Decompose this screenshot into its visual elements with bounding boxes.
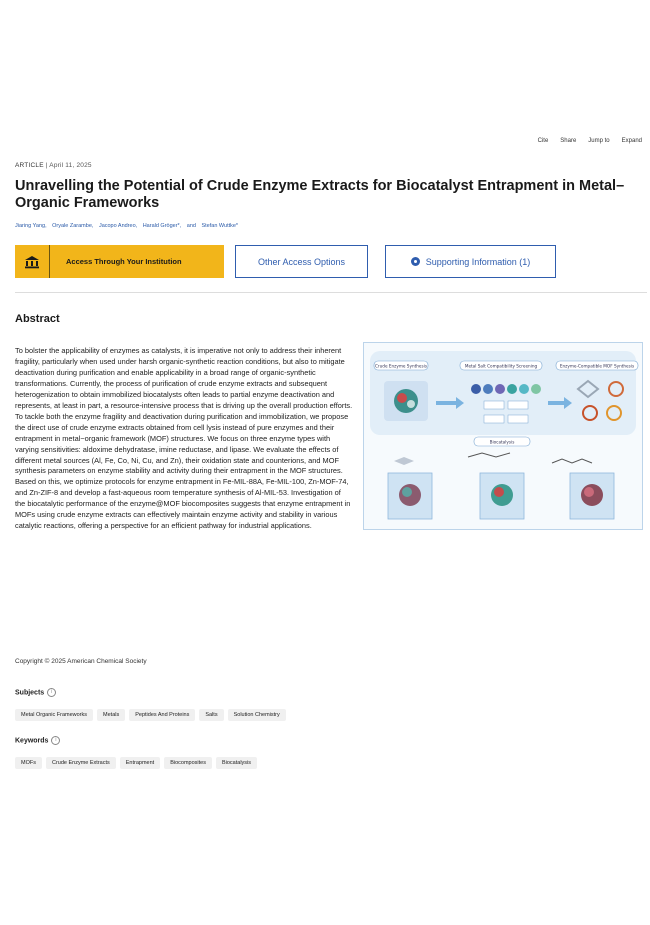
- toc-graphic[interactable]: [363, 342, 643, 530]
- toc-label-biocatalysis: Biocatalysis: [489, 439, 515, 445]
- cite-link[interactable]: Cite: [537, 138, 549, 144]
- subject-chip[interactable]: Salts: [199, 709, 223, 721]
- article-meta: [15, 162, 92, 169]
- institution-icon: [15, 245, 50, 278]
- article-type: ARTICLE: [15, 162, 44, 169]
- author-link[interactable]: Harald Gröger*,: [142, 223, 182, 229]
- expand-link[interactable]: Expand: [621, 138, 642, 144]
- subject-chip[interactable]: Solution Chemistry: [228, 709, 286, 721]
- toc-label-crude: Crude Enzyme Synthesis: [374, 363, 428, 369]
- keywords-heading-text: Keywords: [15, 737, 49, 745]
- meta-separator: |: [45, 162, 48, 169]
- article-toolbar: [538, 138, 642, 144]
- subjects-list: [15, 709, 286, 721]
- author-link[interactable]: Stefan Wuttke*: [201, 223, 239, 229]
- author-link[interactable]: Jacopo Andreo,: [98, 223, 138, 229]
- supporting-info-button[interactable]: [385, 245, 556, 278]
- other-access-button[interactable]: [235, 245, 368, 278]
- keyword-chip[interactable]: Entrapment: [120, 757, 160, 769]
- abstract-text: To bolster the applicability of enzymes as catalysts, it is imperative not only to address their inherent fragility, particularly when used under harsh organic-synthetic reaction conditions, but also to mitigate deactivation during purification and enable applicability in a broad range of organic-synthetic transformations. Currently, the process of purification of crude enzyme extracts and subsequent heterogenization to obtain immobilized biocatalysts often leads to partial enzyme deactivation and represents, at least in part, a resource-intensive process that is driving up the overall production efforts. To tackle both the enzyme fragility and deactivation during purification and immobilization, we propose the direct use of crude enzyme extracts obtained from cell lysis instead of pure enzymes and their entrapment in metal−organic framework (MOF) structures. We focus on three enzyme types with varying sensitivities: aldoxime dehydratase, imine reductase, and lipase. We evaluate the effects of different metal sources (Al, Fe, Co, Ni, Cu, and Zn), their oxidation state and counterions, and MOF synthesis parameters on enzyme stability and activity during their entrapment in the MOF structures. Based on this, we optimize protocols for enzyme entrapment in Fe-MIL-88A, Fe-MIL-100, Zn-MOF-74, and Zn-ZIF-8 and develop a fast-aqueous room temperature synthesis of Al-MIL-53. Investigation of the biocatalytic performance of the enzyme@MOF biocomposites suggests that enzyme entrapment in MOFs using crude enzyme extracts can effectively maintain enzyme activity and stability in various catalytic reactions, offering a perspective for an efficient pathway for industrial applications.: [15, 346, 353, 531]
- supporting-info-icon: [411, 257, 420, 266]
- author-link[interactable]: Jiaring Yang,: [15, 223, 47, 229]
- toc-graphic-art: [364, 343, 642, 529]
- other-access-label: Other Access Options: [257, 256, 346, 267]
- author-list: [15, 223, 242, 229]
- toc-label-screening: Metal Salt Compatibility Screening: [464, 363, 538, 369]
- keywords-list: [15, 757, 257, 769]
- supporting-info-label: Supporting Information (1): [425, 256, 531, 267]
- access-institution-label: Access Through Your Institution: [66, 257, 182, 266]
- jump-to-link[interactable]: Jump to: [588, 138, 610, 144]
- subjects-heading: [15, 688, 56, 697]
- subject-chip[interactable]: Peptides And Proteins: [129, 709, 195, 721]
- info-icon[interactable]: i: [51, 736, 60, 745]
- subject-chip[interactable]: Metals: [97, 709, 125, 721]
- info-icon[interactable]: i: [47, 688, 56, 697]
- subjects-heading-text: Subjects: [15, 689, 45, 697]
- access-institution-button[interactable]: [15, 245, 224, 278]
- keyword-chip[interactable]: Crude Enzyme Extracts: [46, 757, 116, 769]
- keyword-chip[interactable]: MOFs: [15, 757, 42, 769]
- subject-chip[interactable]: Metal Organic Frameworks: [15, 709, 93, 721]
- share-link[interactable]: Share: [560, 138, 577, 144]
- keyword-chip[interactable]: Biocomposites: [164, 757, 212, 769]
- copyright-notice: Copyright © 2025 American Chemical Society: [15, 658, 147, 665]
- author-link[interactable]: Oryale Zarambe,: [52, 223, 94, 229]
- section-divider: [15, 292, 647, 293]
- keywords-heading: [15, 736, 60, 745]
- keyword-chip[interactable]: Biocatalysis: [216, 757, 257, 769]
- toc-label-mof: Enzyme-Compatible MOF Synthesis: [559, 363, 635, 369]
- author-conjunction: and: [186, 223, 196, 229]
- abstract-heading: Abstract: [15, 313, 60, 325]
- publication-date: April 11, 2025: [49, 162, 92, 169]
- article-title: Unravelling the Potential of Crude Enzyme Extracts for Biocatalyst Entrapment in Metal–Organic Frameworks: [15, 178, 625, 211]
- abstract-body: [15, 346, 643, 536]
